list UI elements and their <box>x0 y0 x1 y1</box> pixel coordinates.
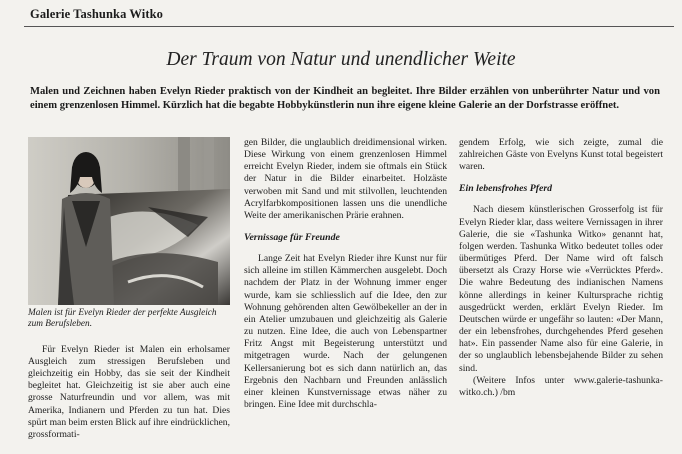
subhead-vernissage: Vernissage für Freunde <box>244 232 340 244</box>
more-info-note: (Weitere Infos unter www.galerie-tashunka-witko.ch.) /bm <box>459 374 663 398</box>
column-1 <box>28 137 230 441</box>
column-3-paragraph-1: gendem Erfolg, wie sich zeigte, zumal die zahlreichen Gäste von Evelyns Kunst total begeistert waren. <box>459 137 663 173</box>
section-title: Galerie Tashunka Witko <box>30 7 164 21</box>
lead-paragraph: Malen und Zeichnen haben Evelyn Rieder praktisch von der Kindheit an begleitet. Ihre Bilder erzählen von unberührter Natur und von einem grenzenlosen Himmel. Kürzlich hat die begabte Hobbykünstlerin nun ihre eigene kleine Galerie an der Dorfstrasse eröffnet. <box>30 86 660 111</box>
column-3-paragraph-2: Nach diesem künstlerischen Grosserfolg ist für Evelyn Rieder klar, dass weitere Vernissagen in ihrer Galerie, die sie «Tashunka Witko» genannt hat, folgen werden. Tashunka Witko bedeutet tolles oder übermütiges Pferd. Der Name wird oft falsch übersetzt als Crazy Horse wie «Verrücktes Pferd». Die wahre Bedeutung des indianischen Namens könne allerdings in keiner Kultursprache richtig ausgedrückt werden, erklärt Evelyn Rieder. Im Deutschen würde er ungefähr so lauten: «Der Mann, der ein lebensfrohes, durchgehendes Pferd gesehen hat». Ein passender Name also für eine Galerie, in der so unglaublich lebensbejahende Bilder zu sehen sind. <box>459 204 663 374</box>
column-2-paragraph-1: gen Bilder, die unglaublich dreidimensional wirken. Diese Wirkung von einem grenzenlosen Himmel erreicht Evelyn Rieder, indem sie oftmals ein Stück der Natur in die Bilder einarbeitet. Holzäste verwoben mit Sand und mit stilvollen, leuchtenden Acrylfarbkompositionen lassen uns die unendliche Weite der amerikanischen Prärie erahnen. <box>244 137 447 221</box>
artist-photo <box>28 137 230 305</box>
column-2 <box>244 137 447 411</box>
column-1-paragraph: Für Evelyn Rieder ist Malen ein erholsamer Ausgleich zum stressigen Berufsleben und gleichzeitig ein Hobby, das sie seit der Kindheit begleitet hat. Gleichzeitig ist sie aber auch eine grosse Naturfreundin und vor allem, was mit Amerika, Indianern und Pferden zu tun hat. Dies spürt man beim ersten Blick auf ihre eindrücklichen, grossformati- <box>28 343 230 440</box>
subhead-pferd: Ein lebensfrohes Pferd <box>459 183 553 195</box>
artist-photo-image <box>28 137 230 305</box>
column-3 <box>459 137 663 399</box>
photo-caption: Malen ist für Evelyn Rieder der perfekte Ausgleich zum Berufsleben. <box>28 308 217 330</box>
column-2-paragraph-2: Lange Zeit hat Evelyn Rieder ihre Kunst nur für sich alleine im stillen Kämmerchen ausgelebt. Doch nachdem der Platz in der Wohnung immer enger wurde, kam sie schliesslich auf die Idee, den zur Wohnung gehörenden alten Gewölbekeller an der in ein Atelier umzubauen und gleichzeitig als Galerie zu nutzen. Eine Idee, die auch von Lebenspartner Fritz Angst mit Begeisterung unterstützt und mitgetragen wurde. Nach der gelungenen Kellersanierung bot es sich dann natürlich an, das Ergebnis den Nachbarn und Freunden anlässlich einer kleinen Kunstvernissage etwas näher zu bringen. Eine Idee mit durchschla- <box>244 253 447 410</box>
top-rule <box>24 26 674 27</box>
headline: Der Traum von Natur und unendlicher Weite <box>166 49 516 70</box>
